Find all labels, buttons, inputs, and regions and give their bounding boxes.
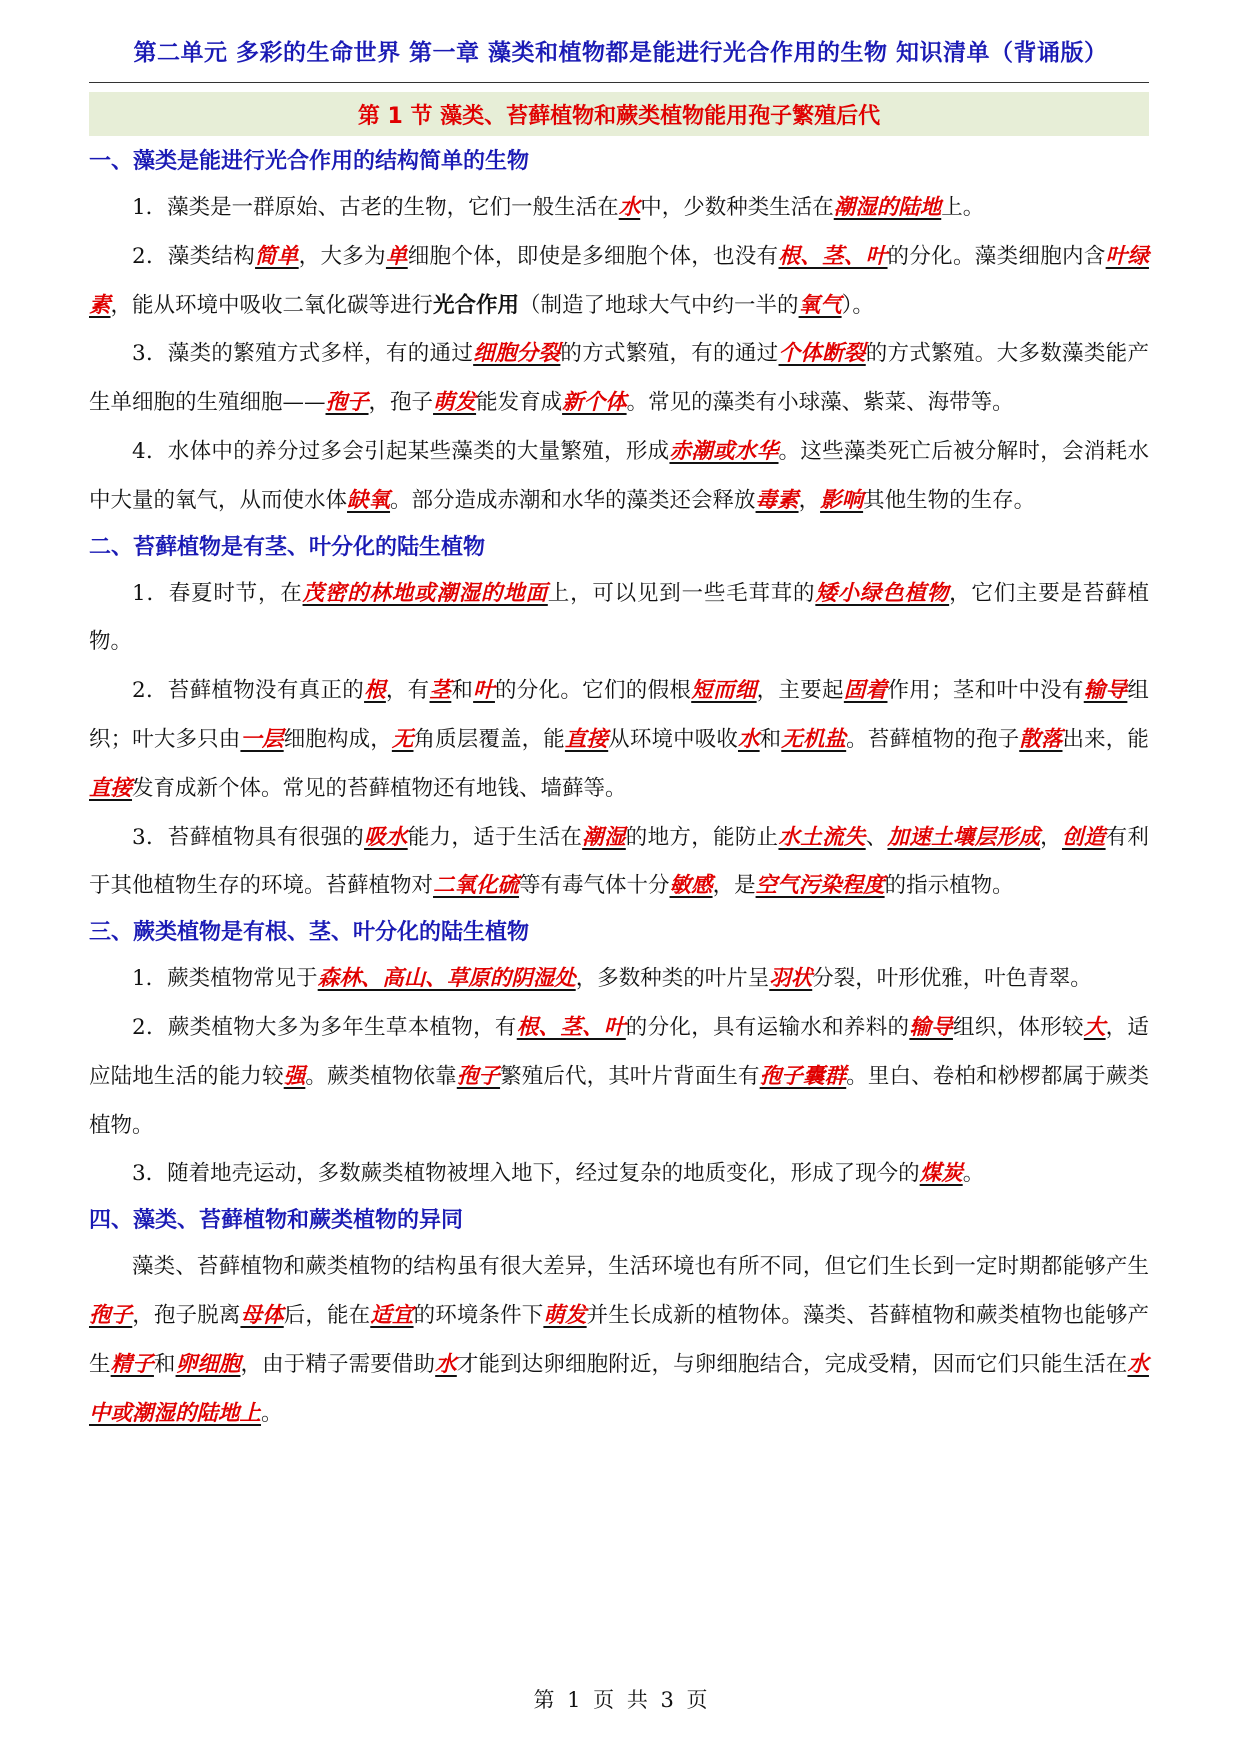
paragraph-moss-3 [89, 814, 1149, 912]
text-run: 3．苔藓植物具有很强的 [132, 824, 365, 850]
text-run: 。 [261, 1400, 283, 1426]
keyword-answer: 短而细 [691, 678, 757, 704]
text-run: 作用；茎和叶中没有 [887, 678, 1084, 704]
text-run: ，孢子 [368, 390, 434, 416]
text-run: 发育成新个体。常见的苔藓植物还有地钱、墙藓等。 [132, 775, 627, 801]
text-run: 、 [865, 824, 888, 850]
keyword-answer: 矮小绿色植物 [815, 580, 950, 606]
text-run: ）。 [841, 292, 874, 318]
text-run: 细胞构成， [283, 726, 392, 752]
text-run: ，由于精子需要借助 [240, 1351, 436, 1377]
keyword-answer: 水 [737, 726, 760, 752]
text-run: 。部分造成赤潮和水华的藻类还会释放 [390, 487, 756, 513]
text-run: 能力，适于生活在 [407, 824, 583, 850]
keyword-answer: 一层 [240, 726, 284, 752]
paragraph-fern-1 [89, 955, 1149, 1004]
keyword-answer: 适宜 [370, 1302, 414, 1328]
section-banner: 第 1 节 藻类、苔藓植物和蕨类植物能用孢子繁殖后代 [89, 92, 1149, 136]
keyword-answer: 水 [618, 195, 641, 220]
keyword-answer: 缺氧 [347, 487, 391, 513]
text-run: 其他生物的生存。 [863, 487, 1036, 513]
keyword-answer: 萌发 [543, 1302, 587, 1328]
text-run: ，是 [712, 873, 756, 899]
text-run: ，能从环境中吸收二氧化碳等进行 [110, 292, 434, 318]
keyword-answer: 萌发 [433, 390, 477, 416]
paragraph-algae-2 [89, 233, 1149, 331]
text-run: 分裂，叶形优雅，叶色青翠。 [812, 966, 1092, 992]
text-run: 从环境中吸收 [608, 726, 738, 752]
keyword-answer: 细胞分裂 [473, 341, 561, 367]
keyword-answer: 母体 [240, 1302, 284, 1328]
heading-algae: 一、藻类是能进行光合作用的结构简单的生物 [89, 149, 530, 174]
text-run: 。这些藻类死亡后被分解时，会消耗水中大量的氧气，从而使水体 [89, 438, 1149, 513]
text-run: 3．随着地壳运动，多数蕨类植物被埋入地下，经过复杂的地质变化，形成了现今的 [132, 1161, 920, 1187]
text-run: 有利于其他植物生存的环境。苔藓植物对 [89, 824, 1149, 899]
text-run: 角质层覆盖，能 [413, 726, 565, 752]
text-run: 的指示植物。 [884, 873, 1014, 899]
keyword-answer: 叶 [473, 678, 495, 704]
paragraph-algae-4 [89, 428, 1149, 526]
keyword-answer: 简单 [255, 243, 299, 269]
text-run: 藻类、苔藓植物和蕨类植物的结构虽有很大差异，生活环境也有所不同，但它们生长到一定时期都能够产生 [132, 1254, 1149, 1280]
document-title: 第二单元 多彩的生命世界 第一章 藻类和植物都是能进行光合作用的生物 知识清单（背诵版） [133, 40, 1108, 66]
text-run: ，它们主要是苔藓植物。 [89, 580, 1149, 655]
keyword-answer: 森林、高山、草原的阴湿处 [317, 966, 576, 992]
text-run: 等有毒气体十分 [519, 873, 670, 899]
text-run: 。里白、卷柏和桫椤都属于蕨类植物。 [89, 1063, 1149, 1138]
text-run: 的环境条件下 [413, 1302, 544, 1328]
keyword-answer: 孢子囊群 [759, 1063, 847, 1089]
paragraph-moss-1 [89, 570, 1149, 668]
keyword-answer: 直接 [564, 726, 609, 752]
keyword-answer: 煤炭 [919, 1161, 963, 1187]
keyword-answer: 空气污染程度 [755, 873, 885, 899]
text-run: ，有 [385, 678, 430, 704]
text-run: ，适应陆地生活的能力较 [89, 1014, 1149, 1089]
text-run: ， [1040, 824, 1062, 850]
keyword-answer: 根、茎、叶 [778, 243, 888, 269]
text-run: 上，可以见到一些毛茸茸的 [547, 580, 816, 606]
text-run: 。蕨类植物依靠 [305, 1063, 457, 1089]
text-run: 2．藻类结构 [132, 243, 256, 269]
text-run: 和 [451, 678, 474, 704]
text-run: 出来，能 [1062, 726, 1149, 752]
paragraph-algae-1 [89, 184, 1149, 233]
text-run: ， [798, 487, 821, 513]
text-run: 组织，体形较 [952, 1014, 1084, 1040]
keyword-answer: 潮湿的陆地 [833, 195, 942, 220]
keyword-answer: 吸水 [364, 824, 408, 850]
text-run: ，多数种类的叶片呈 [575, 966, 770, 992]
keyword-answer: 毒素 [755, 487, 799, 513]
heading-moss: 二、苔藓植物是有茎、叶分化的陆生植物 [89, 534, 486, 560]
text-run: 。苔藓植物的孢子 [846, 726, 1020, 752]
text-run: ，孢子脱离 [132, 1302, 241, 1328]
text-run: 才能到达卵细胞附近，与卵细胞结合，完成受精，因而它们只能生活在 [456, 1351, 1128, 1377]
keyword-answer: 敏感 [669, 873, 713, 899]
text-run: 繁殖后代，其叶片背面生有 [500, 1063, 760, 1089]
text-run: 。 [962, 1161, 985, 1187]
keyword-answer: 直接 [89, 775, 133, 801]
keyword-answer: 孢子 [89, 1302, 133, 1328]
text-run: 的方式繁殖，有的通过 [560, 341, 779, 367]
keyword-answer: 无机盐 [781, 726, 847, 752]
keyword-answer: 个体断裂 [778, 341, 866, 367]
paragraph-fern-2 [89, 1004, 1149, 1150]
text-run: 2．蕨类植物大多为多年生草本植物，有 [132, 1014, 517, 1040]
text-run: 1．藻类是一群原始、古老的生物，它们一般生活在 [132, 195, 619, 220]
page-number: 第 1 页 共 3 页 [533, 1688, 708, 1712]
bold-term: 光合作用 [433, 292, 520, 318]
keyword-answer: 水土流失 [778, 824, 866, 850]
keyword-answer: 羽状 [769, 966, 813, 992]
keyword-answer: 水 [435, 1351, 457, 1377]
text-run: 2．苔藓植物没有真正的 [132, 678, 365, 704]
text-run: ，大多为 [298, 243, 386, 269]
keyword-answer: 水中或潮湿的陆地上 [89, 1351, 1149, 1426]
keyword-answer: 孢子 [456, 1063, 501, 1089]
keyword-answer: 影响 [820, 487, 864, 513]
text-run: 4．水体中的养分过多会引起某些藻类的大量繁殖，形成 [132, 438, 670, 464]
text-run: 的分化，具有运输水和养料的 [625, 1014, 910, 1040]
keyword-answer: 茂密的林地或潮湿的地面 [302, 580, 548, 606]
keyword-answer: 叶绿素 [89, 243, 1149, 318]
text-run: 上。 [941, 195, 985, 220]
keyword-answer: 根 [364, 678, 386, 704]
text-run: 并生长成新的植物体。藻类、苔藓植物和蕨类植物也能够产生 [89, 1302, 1149, 1377]
text-run: 中，少数种类生活在 [640, 195, 834, 220]
text-run: 的地方，能防止 [625, 824, 779, 850]
keyword-answer: 散落 [1019, 726, 1063, 752]
keyword-answer: 根、茎、叶 [516, 1014, 626, 1040]
keyword-answer: 赤潮或水华 [669, 438, 779, 464]
text-run: 后，能在 [283, 1302, 371, 1328]
text-run: 。常见的藻类有小球藻、紫菜、海带等。 [626, 390, 1014, 416]
keyword-answer: 创造 [1061, 824, 1106, 850]
keyword-answer: 无 [391, 726, 414, 752]
paragraph-moss-2 [89, 667, 1149, 813]
keyword-answer: 潮湿 [582, 824, 626, 850]
text-run: 和 [153, 1351, 176, 1377]
keyword-answer: 单 [385, 243, 408, 269]
keyword-answer: 二氧化硫 [433, 873, 520, 899]
keyword-answer: 卵细胞 [175, 1351, 241, 1377]
keyword-answer: 输导 [1083, 678, 1128, 704]
text-run: 和 [759, 726, 782, 752]
heading-fern: 三、蕨类植物是有根、茎、叶分化的陆生植物 [89, 920, 530, 946]
keyword-answer: 氧气 [798, 292, 842, 318]
text-run: 组织；叶大多只由 [89, 678, 1149, 752]
text-run: 能发育成 [476, 390, 563, 416]
text-run: 的方式繁殖。大多数藻类能产生单细胞的生殖细胞—— [89, 341, 1149, 416]
text-run: 细胞个体，即使是多细胞个体，也没有 [407, 243, 779, 269]
text-run: 1．蕨类植物常见于 [132, 966, 318, 992]
paragraph-algae-3 [89, 330, 1149, 428]
keyword-answer: 固着 [843, 678, 888, 704]
keyword-answer: 输导 [909, 1014, 953, 1040]
keyword-answer: 茎 [429, 678, 452, 704]
text-run: 1．春夏时节，在 [132, 580, 303, 606]
text-run: （制造了地球大气中约一半的 [519, 292, 799, 318]
paragraph-comparison [89, 1243, 1149, 1438]
keyword-answer: 新个体 [562, 390, 627, 416]
text-run: ，主要起 [756, 678, 844, 704]
text-run: 的分化。它们的假根 [494, 678, 692, 704]
keyword-answer: 精子 [110, 1351, 154, 1377]
heading-comparison: 四、藻类、苔藓植物和蕨类植物的异同 [89, 1208, 464, 1234]
paragraph-fern-3 [89, 1150, 1149, 1199]
keyword-answer: 孢子 [325, 390, 369, 416]
keyword-answer: 加速土壤层形成 [887, 824, 1041, 850]
keyword-answer: 大 [1083, 1014, 1106, 1040]
text-run: 的分化。藻类细胞内含 [887, 243, 1106, 269]
text-run: 3．藻类的繁殖方式多样，有的通过 [132, 341, 474, 367]
document-body [89, 140, 1149, 1438]
title-divider [89, 82, 1149, 83]
keyword-answer: 强 [283, 1063, 306, 1089]
